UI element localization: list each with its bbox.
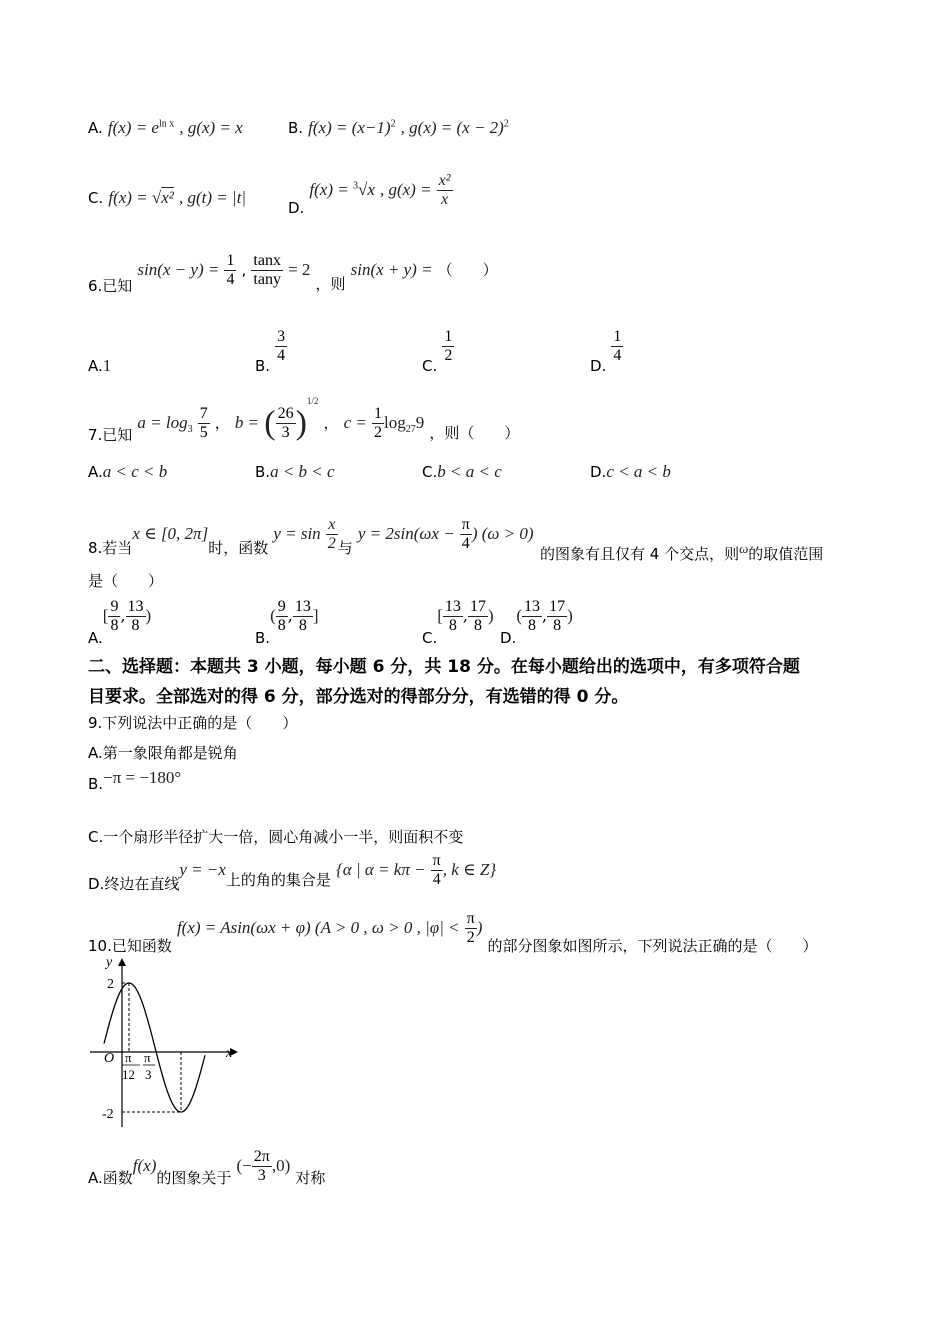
q6-option-a-label: A. [88,357,103,375]
q6-expr2-tail: = 2 [288,260,311,279]
q5-option-c-g: , g(t) = |t| [179,188,247,207]
q6-option-c-fraction: $\frac{1}{2}$ [444,328,453,364]
section2-line2: 目要求。全部选对的得 6 分，部分选对的得部分分，有选错的得 0 分。 [88,687,629,707]
q8-option-b-frac2: $\frac{13}{8}$ [294,598,311,634]
q5-option-b-exp1: 2 [390,118,396,130]
q6-option-d[interactable] [590,328,623,375]
q9-option-c[interactable]: C.一个扇形半径扩大一倍，圆心角减小一半，则面积不变 [88,828,464,846]
q5-option-d-f: f(x) = [309,180,353,199]
q9-option-d-set1: {α | α = kπ − [335,860,426,879]
graph-tick1-num: π [125,1050,132,1065]
q5-option-c-radicand: x² [161,188,174,207]
q5-option-c[interactable] [88,188,246,208]
q5-option-d-label: D. [288,199,305,217]
q5-option-b-label: B. [288,119,304,137]
q7-option-c-label: C. [422,463,438,481]
q7-option-d-value: c < a < b [606,462,671,481]
q5-option-d-g: , g(x) = [379,180,432,199]
q8-mid3: 的图象有且仅有 4 个交点，则 [540,545,740,563]
q6-paren: （ ） [437,261,498,279]
q6-expr1-fraction: $\frac{1}{4}$ [226,252,235,288]
q7-b-exponent: 1/2 [306,396,319,406]
q7-option-d[interactable] [590,462,671,482]
q5-option-a[interactable] [88,118,243,138]
q7-sep2: ， [323,414,339,432]
q7-c-base: 27 [405,424,416,436]
q8-line2: 是（ ） [88,572,164,590]
q6-option-a[interactable] [88,356,111,376]
q6-option-a-value: 1 [102,356,112,375]
q8-option-a-frac1: $\frac{9}{8}$ [110,598,119,634]
q7-stem [88,396,519,445]
q9-option-a[interactable]: A.第一象限角都是锐角 [88,744,238,762]
q7-c-fraction: $\frac{1}{2}$ [373,405,382,441]
q6-option-c[interactable] [422,328,454,375]
q8-option-d-frac1: $\frac{13}{8}$ [524,598,540,634]
q9-option-b-expr: −π = −180° [103,768,182,787]
q9-option-d-set2: , k ∈ Z} [442,860,497,879]
q10-option-a-tail: 对称 [295,1169,326,1187]
q8-y1: y = sin [273,524,321,543]
q7-option-a-value: a < c < b [102,462,168,481]
q8-tail: 的取值范围 [748,545,824,563]
q8-option-a-open: [ [102,606,109,625]
q9-option-d-fraction: $\frac{\pi}{4}$ [432,852,441,888]
q8-mid1: 时，函数 [208,539,269,557]
q9-option-d-mid: 上的角的集合是 [225,871,331,889]
q5-option-a-exp: ln x [158,118,175,130]
q8-option-c-label: C. [422,629,438,647]
graph-ymin-label: -2 [102,1107,114,1122]
q7-a-fraction: $\frac{7}{5}$ [199,405,208,441]
graph-tick2-den: 3 [145,1067,152,1082]
q8-option-b-frac1: $\frac{9}{8}$ [277,598,286,634]
graph-tick2-num: π [144,1050,151,1065]
q5-option-c-label: C. [88,189,104,207]
q9-option-b-label: B. [88,775,104,793]
q10-stem [88,910,818,956]
q8-option-a-frac2: $\frac{13}{8}$ [127,598,144,634]
q8-omega: ω [739,541,749,556]
q5-option-d-fraction: $\frac{\text{x²}}{x}$ [438,172,451,208]
q8-option-c[interactable]: C.[ $\frac{13}{8}$ , $\frac{17}{8}$ ) [422,598,494,647]
q7-b-open-paren: ( [264,404,276,442]
graph-x-label: x [226,1046,233,1061]
q6-prefix: 6.已知 [88,277,133,295]
q8-option-b-label: B. [255,629,271,647]
q8-prefix: 8.若当 [88,539,133,557]
q10-close: ) [476,918,483,937]
q5-option-a-f: f(x) = e [107,118,159,137]
q9-option-d-line: y = −x [179,860,226,879]
q10-tail: 的部分图象如图所示，下列说法正确的是（ ） [487,937,818,955]
q6-sep1: , [241,261,247,279]
q10-option-a-fraction: $\frac{2\pi}{3}$ [253,1148,270,1184]
q5-option-d-radicand: √x [357,180,375,199]
q5-option-b-f: f(x) = (x−1) [308,118,391,137]
q10-fraction: $\frac{\pi}{2}$ [466,910,475,946]
q6-option-b-label: B. [255,357,271,375]
q9-stem: 9.下列说法中正确的是（ ） [88,714,298,732]
q7-tail: ，则（ ） [429,424,520,442]
q8-option-a-close: ) [145,606,152,625]
q7-c-log: log [383,413,406,432]
graph-origin-label: O [104,1051,115,1066]
q8-option-b[interactable]: B.( $\frac{9}{8}$ , $\frac{13}{8}$ ] [255,598,319,647]
q8-option-d-frac2: $\frac{17}{8}$ [549,598,566,634]
q7-option-b-label: B. [255,463,271,481]
q8-option-d-close: ) [567,606,573,625]
q6-option-b-fraction: $\frac{3}{4}$ [277,328,286,364]
q8-option-c-open: [ [437,606,443,625]
q6-expr3: sin(x + y) = [350,260,433,279]
q7-b-expr: b = [234,413,260,432]
q10-option-a-mid: 的图象关于 [156,1169,232,1187]
q6-expr2-fraction: $\frac{\tan x}{\tan y}$ [253,252,281,288]
q7-b-close-paren: ) [295,404,307,442]
q8-option-c-frac2: $\frac{17}{8}$ [470,598,487,634]
graph-y-label: y [106,955,113,970]
q10-option-a-close: ,0) [271,1156,291,1175]
q5-option-b-g: , g(x) = (x − 2) [400,118,504,137]
q7-c-expr: c = [343,413,367,432]
q7-b-fraction: $\frac{26}{3}$ [277,405,294,441]
q8-option-b-close: ] [312,606,319,625]
q8-option-c-close: ) [488,606,494,625]
q8-option-a-label: A. [88,629,103,647]
q10-option-a-f: f(x) [132,1156,157,1175]
q7-a-expr: a = log [137,413,188,432]
q10-option-a[interactable] [88,1148,325,1188]
q6-sep2: ，则 [315,275,346,293]
graph-tick1-den: 12 [122,1067,135,1082]
q7-option-b-value: a < b < c [270,462,335,481]
q5-option-d-index: 3 [352,180,358,192]
q10-prefix: 10.已知函数 [88,937,172,955]
q7-option-c[interactable] [422,462,502,482]
q6-expr1: sin(x − y) = [137,260,220,279]
q8-option-d[interactable]: D.( $\frac{13}{8}$ , $\frac{17}{8}$ ) [500,598,573,647]
q9-option-d-label: D.终边在直线 [88,875,180,893]
q7-option-d-label: D. [590,463,607,481]
q8-option-b-open: ( [270,606,276,625]
q5-option-c-f: f(x) = √ [108,188,162,207]
section2-line1: 二、选择题：本题共 3 小题，每小题 6 分，共 18 分。在每小题给出的选项中，有多项符合题 [88,657,800,677]
graph-sine-curve [104,983,205,1112]
q5-option-a-g: , g(x) = x [179,118,243,137]
q7-c-arg: 9 [415,413,425,432]
q8-stem-tail [540,541,823,564]
q8-y2-tail: ) (ω > 0) [471,524,534,543]
q7-option-a-label: A. [88,463,103,481]
graph-ymax-label: 2 [107,977,114,992]
q10-func: f(x) = Asin(ωx + φ) (A > 0 , ω > 0 , |φ| < [176,918,460,937]
q9-option-b[interactable] [88,768,181,793]
q8-option-d-label: D. [500,629,517,647]
q10-option-a-open: (− [236,1156,252,1175]
q6-option-d-fraction: $\frac{1}{4}$ [613,328,622,364]
q9-option-d[interactable] [88,852,496,894]
q7-option-b[interactable] [255,462,335,482]
q7-a-base: 3 [187,424,193,436]
q10-option-a-prefix: A.函数 [88,1169,133,1187]
q8-option-d-open: ( [516,606,522,625]
q7-option-a[interactable] [88,462,167,482]
q10-graph [88,952,258,1132]
q7-prefix: 7.已知 [88,426,133,444]
q8-y1-fraction: $\frac{x}{2}$ [327,516,336,552]
q8-option-a[interactable]: A.[ $\frac{9}{8}$ , $\frac{13}{8}$ ) [88,598,152,647]
q7-sep1: ， [214,414,230,432]
q6-option-d-label: D. [590,357,607,375]
q6-stem [88,252,498,296]
q8-y2: y = 2sin(ωx − [357,524,455,543]
graph-y-arrow [118,958,126,966]
q5-option-b-exp2: 2 [503,118,509,130]
q8-mid2: 与 [337,539,353,557]
q8-domain: x ∈ [0, 2π] [132,524,209,543]
q6-option-c-label: C. [422,357,438,375]
q6-option-b[interactable] [255,328,287,375]
q5-option-d[interactable] [288,172,453,217]
q8-option-c-frac1: $\frac{13}{8}$ [444,598,461,634]
q7-option-c-value: b < a < c [437,462,502,481]
q8-y2-fraction: $\frac{\pi}{4}$ [461,516,470,552]
q5-option-b[interactable] [288,118,509,138]
q8-stem [88,516,534,558]
q5-option-a-label: A. [88,119,103,137]
